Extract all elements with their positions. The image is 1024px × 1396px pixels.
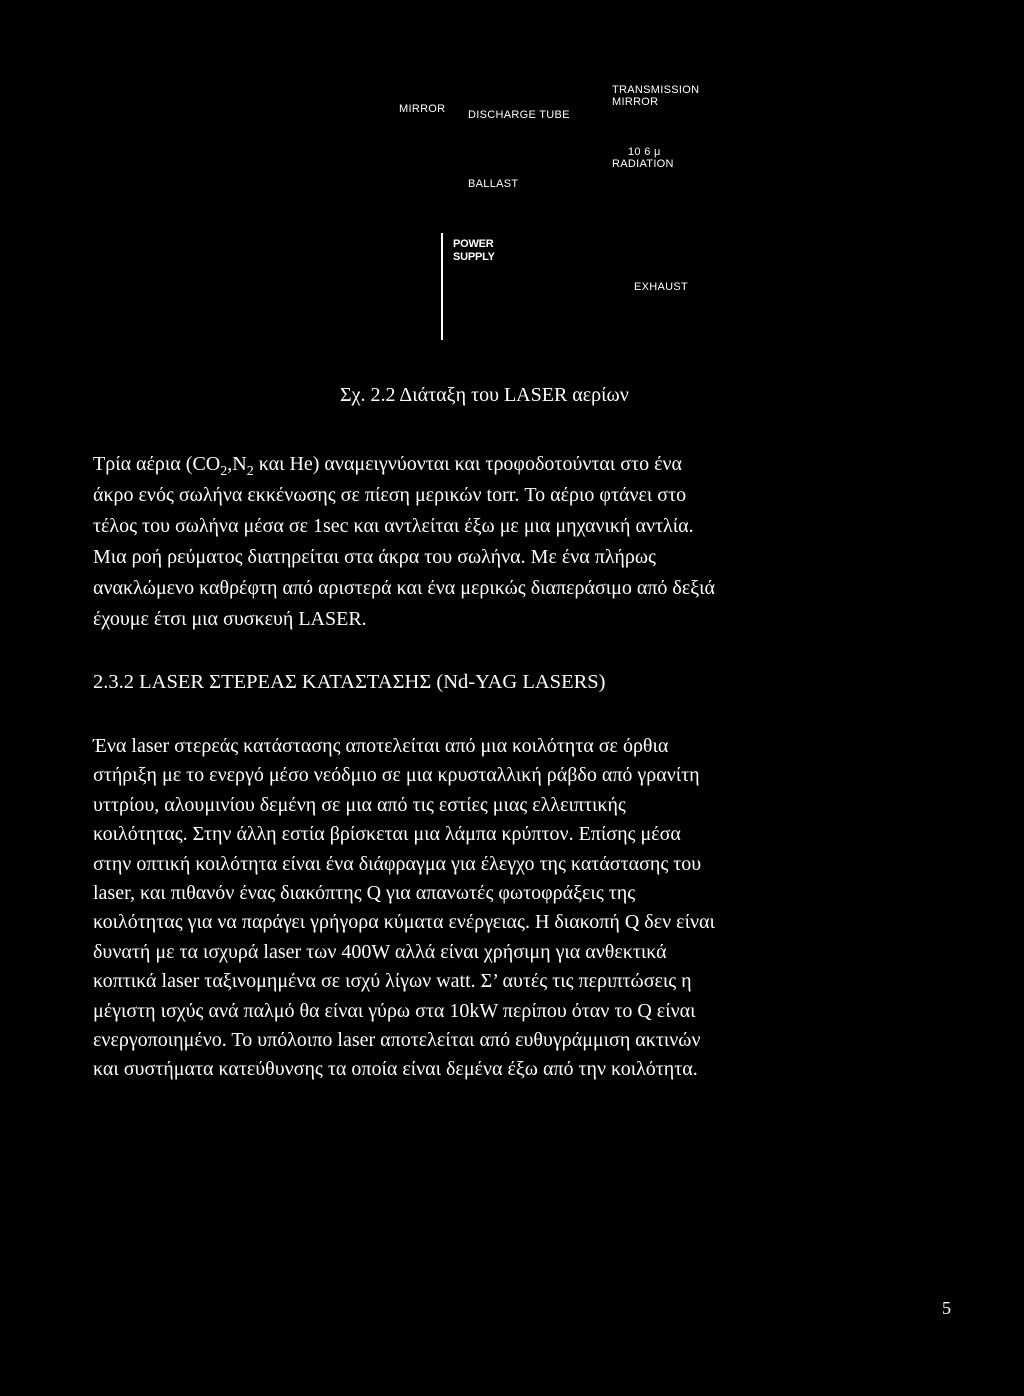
paragraph-line: υττρίου, αλουμινίου δεμένη σε μια από τις εστίες μιας ελλειπτικής: [93, 793, 626, 816]
paragraph-line: και συστήματα κατεύθυνσης τα οποία είναι δεμένα έξω από την κοιλότητα.: [93, 1058, 698, 1081]
paragraph-line: δυνατή με τα ισχυρά laser των 400W αλλά είναι χρήσιμη για ανθεκτικά: [93, 940, 667, 963]
paragraph-line: κοπτικά laser ταξινομημένα σε ισχύ λίγων watt. Σ’ αυτές τις περιπτώσεις η: [93, 970, 692, 993]
mirror-label: MIRROR: [399, 103, 446, 115]
paragraph-line: μέγιστη ισχύς ανά παλμό θα είναι γύρω στα 10kW περίπου όταν το Q είναι: [93, 999, 696, 1022]
paragraph-line: στήριξη με το ενεργό μέσο νεόδμιο σε μια κρυσταλλική ράβδο από γρανίτη: [93, 764, 700, 787]
transmission-mirror-label: MIRROR: [612, 96, 659, 108]
paragraph-line: στην οπτική κοιλότητα είναι ένα διάφραγμα για έλεγχο της κατάστασης του: [93, 852, 702, 875]
paragraph-line: Μια ροή ρεύματος διατηρείται στα άκρα του σωλήνα. Με ένα πλήρως: [93, 546, 656, 568]
paragraph-line: laser, και πιθανόν ένας διακόπτης Q για απανωτές φωτοφράξεις της: [93, 881, 636, 904]
paragraph-line: Τρία αέρια ($CO_2,N_2$ και He) αναμειγνύονται και τροφοδοτούνται στο ένα: [93, 453, 683, 479]
paragraph-line: τέλος του σωλήνα μέσα σε 1sec και αντλείται έξω με μια μηχανική αντλία.: [93, 515, 694, 537]
supply-label: SUPPLY: [453, 251, 495, 263]
radiation-label: RADIATION: [612, 158, 674, 170]
power-label: POWER: [453, 238, 494, 250]
section-heading: 2.3.2 LASER ΣΤΕΡΕΑΣ ΚΑΤΑΣΤΑΣΗΣ (Nd-YAG LASERS): [93, 671, 606, 693]
transmission-label: TRANSMISSION: [612, 84, 700, 96]
discharge-tube-label: DISCHARGE TUBE: [468, 109, 570, 121]
paragraph-gas-laser: [93, 449, 963, 635]
paragraph-line: ανακλώμενο καθρέφτη από αριστερά και ένα μερικώς διαπεράσιμο από δεξιά: [93, 577, 716, 599]
exhaust-label: EXHAUST: [634, 281, 689, 293]
wavelength-label: 10 6 μ: [628, 146, 661, 158]
ballast-label: BALLAST: [468, 178, 519, 190]
paragraph-solid-state-laser: [93, 732, 963, 1085]
power-supply-line: [441, 233, 443, 340]
page-number: 5: [942, 1298, 951, 1318]
paragraph-line: κοιλότητας. Στην άλλη εστία βρίσκεται μια λάμπα κρύπτον. Επίσης μέσα: [93, 823, 681, 846]
paragraph-line: Ένα laser στερεάς κατάστασης αποτελείται από μια κοιλότητα σε όρθια: [93, 735, 669, 757]
figure-caption: Σχ. 2.2 Διάταξη του LASER αερίων: [340, 384, 629, 406]
paragraph-line: ενεργοποιημένο. Το υπόλοιπο laser αποτελείται από ευθυγράμμιση ακτινών: [93, 1028, 701, 1051]
paragraph-line: κοιλότητας για να παράγει γρήγορα κύματα ενέργειας. Η διακοπή Q δεν είναι: [93, 911, 715, 934]
paragraph-line: άκρο ενός σωλήνα εκκένωσης σε πίεση μερικών torr. Το αέριο φτάνει στο: [93, 484, 687, 506]
paragraph-line: έχουμε έτσι μια συσκευή LASER.: [93, 608, 367, 630]
